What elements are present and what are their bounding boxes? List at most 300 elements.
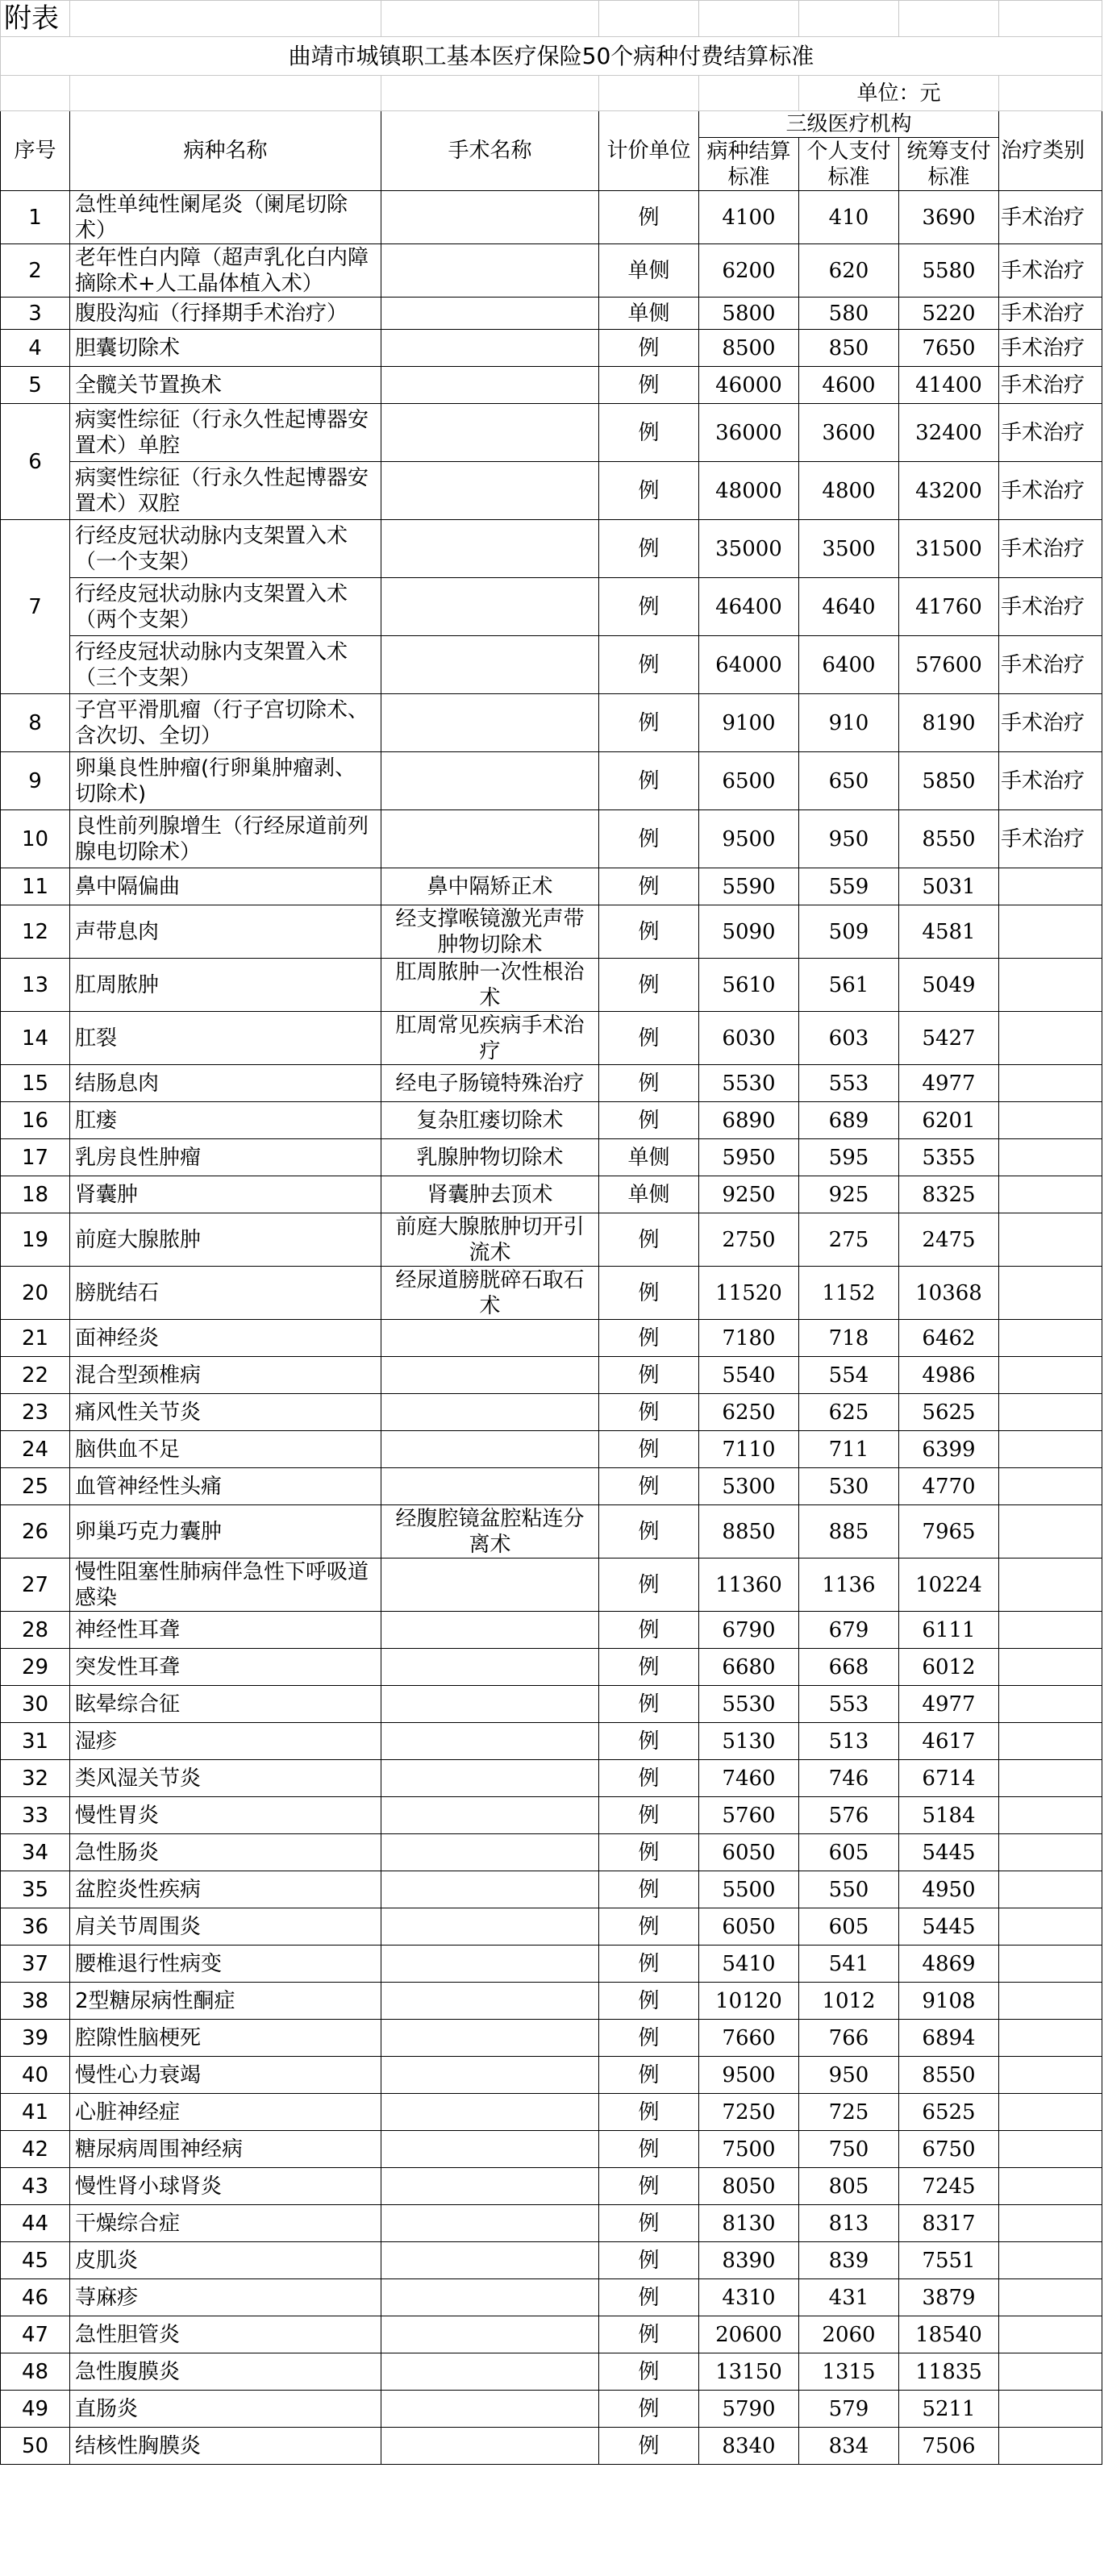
empty-cell	[599, 76, 699, 111]
table-row	[1, 1908, 1102, 1946]
cell-surgery	[381, 298, 599, 330]
cell-unit: 例	[599, 2428, 699, 2465]
cell-no: 35	[1, 1871, 70, 1908]
cell-std: 6050	[699, 1834, 799, 1871]
cell-disease: 卵巢良性肿瘤(行卵巢肿瘤剥、切除术)	[70, 752, 381, 810]
empty-cell	[999, 1, 1102, 37]
cell-personal: 275	[799, 1213, 899, 1267]
table-row	[1, 578, 1102, 636]
cell-unit: 单侧	[599, 298, 699, 330]
cell-std: 35000	[699, 520, 799, 578]
unit-label: 单位：元	[799, 76, 999, 111]
cell-personal: 554	[799, 1357, 899, 1394]
cell-unit: 例	[599, 330, 699, 367]
cell-personal: 431	[799, 2279, 899, 2316]
table-row	[1, 1983, 1102, 2020]
table-row	[1, 810, 1102, 868]
cell-surgery: 鼻中隔矫正术	[381, 868, 599, 905]
cell-fund: 6714	[899, 1760, 999, 1797]
table-row	[1, 404, 1102, 462]
table-row	[1, 1946, 1102, 1983]
cell-std: 9250	[699, 1176, 799, 1213]
cell-std: 5800	[699, 298, 799, 330]
cell-unit: 例	[599, 1012, 699, 1065]
cell-std: 7660	[699, 2020, 799, 2057]
cell-disease: 卵巢巧克力囊肿	[70, 1505, 381, 1559]
table-row	[1, 520, 1102, 578]
table-row	[1, 244, 1102, 298]
cell-type	[999, 1065, 1102, 1102]
cell-unit: 例	[599, 2205, 699, 2242]
cell-disease: 前庭大腺脓肿	[70, 1213, 381, 1267]
cell-disease: 腔隙性脑梗死	[70, 2020, 381, 2057]
cell-personal: 541	[799, 1946, 899, 1983]
cell-fund: 6462	[899, 1320, 999, 1357]
cell-std: 6500	[699, 752, 799, 810]
cell-unit: 例	[599, 2020, 699, 2057]
cell-unit: 例	[599, 2057, 699, 2094]
cell-personal: 513	[799, 1723, 899, 1760]
cell-no: 3	[1, 298, 70, 330]
cell-personal: 605	[799, 1908, 899, 1946]
cell-personal: 668	[799, 1649, 899, 1686]
table-row	[1, 2094, 1102, 2131]
cell-type	[999, 2316, 1102, 2353]
empty-cell	[899, 1, 999, 37]
cell-surgery: 经尿道膀胱碎石取石术	[381, 1267, 599, 1320]
cell-disease: 老年性白内障（超声乳化白内障摘除术+人工晶体植入术）	[70, 244, 381, 298]
cell-no: 12	[1, 905, 70, 959]
cell-std: 8390	[699, 2242, 799, 2279]
cell-personal: 410	[799, 191, 899, 244]
cell-type	[999, 1267, 1102, 1320]
cell-disease: 湿疹	[70, 1723, 381, 1760]
cell-disease: 混合型颈椎病	[70, 1357, 381, 1394]
cell-type	[999, 1834, 1102, 1871]
cell-disease: 脑供血不足	[70, 1431, 381, 1468]
cell-personal: 2060	[799, 2316, 899, 2353]
cell-std: 6790	[699, 1612, 799, 1649]
cell-no: 17	[1, 1139, 70, 1176]
cell-no: 20	[1, 1267, 70, 1320]
cell-disease: 肛周脓肿	[70, 959, 381, 1012]
cell-no: 4	[1, 330, 70, 367]
cell-std: 5530	[699, 1065, 799, 1102]
table-row	[1, 1320, 1102, 1357]
cell-disease: 肾囊肿	[70, 1176, 381, 1213]
cell-no: 8	[1, 694, 70, 752]
caption-row	[1, 1, 1102, 37]
cell-fund: 5850	[899, 752, 999, 810]
cell-no: 45	[1, 2242, 70, 2279]
cell-fund: 7551	[899, 2242, 999, 2279]
table-row	[1, 1394, 1102, 1431]
cell-type	[999, 2057, 1102, 2094]
cell-no: 9	[1, 752, 70, 810]
table-row	[1, 1834, 1102, 1871]
cell-unit: 例	[599, 2279, 699, 2316]
cell-unit: 例	[599, 2131, 699, 2168]
table-row	[1, 1871, 1102, 1908]
cell-fund: 4950	[899, 1871, 999, 1908]
cell-personal: 1012	[799, 1983, 899, 2020]
table-row	[1, 367, 1102, 404]
cell-no: 46	[1, 2279, 70, 2316]
table-row	[1, 1102, 1102, 1139]
cell-std: 5760	[699, 1797, 799, 1834]
cell-type	[999, 1176, 1102, 1213]
cell-no: 50	[1, 2428, 70, 2465]
cell-std: 20600	[699, 2316, 799, 2353]
cell-unit: 例	[599, 694, 699, 752]
cell-surgery	[381, 2205, 599, 2242]
cell-fund: 6201	[899, 1102, 999, 1139]
cell-type	[999, 2391, 1102, 2428]
table-row	[1, 2131, 1102, 2168]
cell-no: 27	[1, 1559, 70, 1612]
cell-personal: 1315	[799, 2353, 899, 2391]
cell-type	[999, 868, 1102, 905]
cell-fund: 7650	[899, 330, 999, 367]
cell-disease: 突发性耳聋	[70, 1649, 381, 1686]
cell-unit: 例	[599, 2094, 699, 2131]
cell-fund: 4977	[899, 1686, 999, 1723]
cell-disease: 神经性耳聋	[70, 1612, 381, 1649]
table-row	[1, 1612, 1102, 1649]
cell-unit: 例	[599, 1267, 699, 1320]
cell-no: 7	[1, 520, 70, 694]
cell-no: 10	[1, 810, 70, 868]
cell-unit: 例	[599, 1946, 699, 1983]
cell-fund: 6750	[899, 2131, 999, 2168]
cell-fund: 7965	[899, 1505, 999, 1559]
cell-type: 手术治疗	[999, 191, 1102, 244]
cell-personal: 4800	[799, 462, 899, 520]
cell-std: 46400	[699, 578, 799, 636]
cell-fund: 43200	[899, 462, 999, 520]
empty-cell	[599, 1, 699, 37]
cell-disease: 肛瘘	[70, 1102, 381, 1139]
cell-type	[999, 1139, 1102, 1176]
cell-unit: 例	[599, 1357, 699, 1394]
cell-surgery	[381, 2279, 599, 2316]
cell-surgery	[381, 520, 599, 578]
cell-personal: 625	[799, 1394, 899, 1431]
cell-personal: 579	[799, 2391, 899, 2428]
cell-type	[999, 2242, 1102, 2279]
cell-surgery	[381, 578, 599, 636]
cell-type	[999, 1431, 1102, 1468]
cell-type	[999, 1505, 1102, 1559]
cell-std: 7180	[699, 1320, 799, 1357]
cell-unit: 例	[599, 2168, 699, 2205]
cell-unit: 例	[599, 1871, 699, 1908]
cell-std: 36000	[699, 404, 799, 462]
cell-type	[999, 1871, 1102, 1908]
cell-std: 64000	[699, 636, 799, 694]
cell-personal: 553	[799, 1065, 899, 1102]
cell-disease: 荨麻疹	[70, 2279, 381, 2316]
cell-type	[999, 2131, 1102, 2168]
cell-personal: 650	[799, 752, 899, 810]
table-row	[1, 1468, 1102, 1505]
cell-unit: 例	[599, 905, 699, 959]
cell-surgery	[381, 462, 599, 520]
cell-std: 13150	[699, 2353, 799, 2391]
cell-type	[999, 1213, 1102, 1267]
cell-fund: 57600	[899, 636, 999, 694]
cell-fund: 8550	[899, 2057, 999, 2094]
cell-personal: 850	[799, 330, 899, 367]
unit-row	[1, 76, 1102, 111]
cell-surgery	[381, 1797, 599, 1834]
cell-no: 19	[1, 1213, 70, 1267]
table-row	[1, 2279, 1102, 2316]
cell-unit: 例	[599, 752, 699, 810]
cell-fund: 5445	[899, 1834, 999, 1871]
cell-personal: 576	[799, 1797, 899, 1834]
cell-fund: 10224	[899, 1559, 999, 1612]
cell-std: 9100	[699, 694, 799, 752]
cell-surgery	[381, 1983, 599, 2020]
table-row	[1, 191, 1102, 244]
cell-type	[999, 1012, 1102, 1065]
cell-no: 25	[1, 1468, 70, 1505]
table-row	[1, 2353, 1102, 2391]
table-row	[1, 2020, 1102, 2057]
cell-personal: 561	[799, 959, 899, 1012]
cell-unit: 例	[599, 1468, 699, 1505]
cell-type	[999, 1946, 1102, 1983]
cell-personal: 689	[799, 1102, 899, 1139]
cell-std: 48000	[699, 462, 799, 520]
cell-personal: 4640	[799, 578, 899, 636]
cell-fund: 5211	[899, 2391, 999, 2428]
cell-fund: 6012	[899, 1649, 999, 1686]
cell-unit: 单侧	[599, 244, 699, 298]
cell-surgery	[381, 1468, 599, 1505]
cell-disease: 糖尿病周围神经病	[70, 2131, 381, 2168]
cell-disease: 慢性肾小球肾炎	[70, 2168, 381, 2205]
cell-no: 1	[1, 191, 70, 244]
cell-fund: 6399	[899, 1431, 999, 1468]
cell-type	[999, 2020, 1102, 2057]
cell-surgery	[381, 1723, 599, 1760]
cell-surgery	[381, 1357, 599, 1394]
cell-no: 18	[1, 1176, 70, 1213]
cell-no: 29	[1, 1649, 70, 1686]
cell-type: 手术治疗	[999, 636, 1102, 694]
cell-type: 手术治疗	[999, 367, 1102, 404]
cell-personal: 839	[799, 2242, 899, 2279]
cell-disease: 急性单纯性阑尾炎（阑尾切除术）	[70, 191, 381, 244]
cell-std: 6890	[699, 1102, 799, 1139]
cell-fund: 2475	[899, 1213, 999, 1267]
cell-surgery	[381, 1559, 599, 1612]
cell-fund: 4869	[899, 1946, 999, 1983]
cell-type: 手术治疗	[999, 520, 1102, 578]
cell-type	[999, 2205, 1102, 2242]
cell-surgery: 经支撑喉镜激光声带肿物切除术	[381, 905, 599, 959]
cell-std: 8050	[699, 2168, 799, 2205]
cell-surgery	[381, 1871, 599, 1908]
cell-fund: 10368	[899, 1267, 999, 1320]
table-row	[1, 1760, 1102, 1797]
cell-no: 32	[1, 1760, 70, 1797]
cell-disease: 盆腔炎性疾病	[70, 1871, 381, 1908]
cell-surgery	[381, 2057, 599, 2094]
cell-std: 11360	[699, 1559, 799, 1612]
cell-fund: 5220	[899, 298, 999, 330]
cell-disease: 肛裂	[70, 1012, 381, 1065]
cell-disease: 结肠息肉	[70, 1065, 381, 1102]
cell-surgery	[381, 2316, 599, 2353]
table-title: 曲靖市城镇职工基本医疗保险50个病种付费结算标准	[1, 37, 1102, 76]
cell-personal: 6400	[799, 636, 899, 694]
table-row	[1, 1559, 1102, 1612]
cell-personal: 605	[799, 1834, 899, 1871]
cell-personal: 679	[799, 1612, 899, 1649]
table-row	[1, 2242, 1102, 2279]
cell-unit: 例	[599, 1797, 699, 1834]
caption: 附表	[1, 1, 70, 37]
cell-personal: 550	[799, 1871, 899, 1908]
cell-type	[999, 905, 1102, 959]
cell-no: 16	[1, 1102, 70, 1139]
cell-disease: 结核性胸膜炎	[70, 2428, 381, 2465]
cell-personal: 509	[799, 905, 899, 959]
cell-unit: 例	[599, 191, 699, 244]
cell-std: 7460	[699, 1760, 799, 1797]
cell-no: 14	[1, 1012, 70, 1065]
table-row	[1, 1357, 1102, 1394]
cell-no: 30	[1, 1686, 70, 1723]
cell-surgery	[381, 1612, 599, 1649]
cell-surgery	[381, 752, 599, 810]
table-row	[1, 298, 1102, 330]
cell-unit: 例	[599, 1686, 699, 1723]
cell-unit: 例	[599, 868, 699, 905]
cell-type	[999, 1320, 1102, 1357]
cell-surgery	[381, 1649, 599, 1686]
cell-std: 5530	[699, 1686, 799, 1723]
cell-disease: 2型糖尿病性酮症	[70, 1983, 381, 2020]
cell-unit: 例	[599, 1983, 699, 2020]
cell-type: 手术治疗	[999, 404, 1102, 462]
cell-unit: 例	[599, 578, 699, 636]
table-row	[1, 1213, 1102, 1267]
cell-std: 5540	[699, 1357, 799, 1394]
cell-unit: 例	[599, 1834, 699, 1871]
cell-std: 4100	[699, 191, 799, 244]
cell-std: 8500	[699, 330, 799, 367]
cell-type	[999, 2353, 1102, 2391]
cell-type: 手术治疗	[999, 462, 1102, 520]
empty-cell	[70, 76, 381, 111]
table-row	[1, 2205, 1102, 2242]
cell-personal: 925	[799, 1176, 899, 1213]
cell-unit: 例	[599, 2391, 699, 2428]
cell-no: 49	[1, 2391, 70, 2428]
header-std: 病种结算标准	[699, 138, 799, 191]
table-row	[1, 1797, 1102, 1834]
cell-unit: 例	[599, 1559, 699, 1612]
table-row	[1, 1267, 1102, 1320]
cell-surgery	[381, 636, 599, 694]
cell-disease: 腹股沟疝（行择期手术治疗）	[70, 298, 381, 330]
cell-no: 44	[1, 2205, 70, 2242]
cell-personal: 950	[799, 810, 899, 868]
cell-surgery: 乳腺肿物切除术	[381, 1139, 599, 1176]
cell-disease: 病窦性综征（行永久性起博器安置术）单腔	[70, 404, 381, 462]
cell-fund: 3690	[899, 191, 999, 244]
header-surgery: 手术名称	[381, 111, 599, 191]
cell-disease: 乳房良性肿瘤	[70, 1139, 381, 1176]
cell-std: 7110	[699, 1431, 799, 1468]
cell-unit: 例	[599, 1102, 699, 1139]
cell-fund: 4581	[899, 905, 999, 959]
header-disease: 病种名称	[70, 111, 381, 191]
cell-type: 手术治疗	[999, 752, 1102, 810]
cell-fund: 6111	[899, 1612, 999, 1649]
cell-surgery	[381, 810, 599, 868]
cell-type	[999, 2094, 1102, 2131]
cell-no: 26	[1, 1505, 70, 1559]
cell-type	[999, 2168, 1102, 2205]
cell-no: 47	[1, 2316, 70, 2353]
cell-std: 6200	[699, 244, 799, 298]
cell-type	[999, 1394, 1102, 1431]
cell-fund: 4977	[899, 1065, 999, 1102]
cell-no: 21	[1, 1320, 70, 1357]
cell-surgery: 复杂肛瘘切除术	[381, 1102, 599, 1139]
cell-personal: 950	[799, 2057, 899, 2094]
table-row	[1, 2391, 1102, 2428]
cell-personal: 813	[799, 2205, 899, 2242]
cell-no: 24	[1, 1431, 70, 1468]
cell-personal: 746	[799, 1760, 899, 1797]
cell-personal: 3500	[799, 520, 899, 578]
cell-std: 6680	[699, 1649, 799, 1686]
cell-surgery	[381, 2353, 599, 2391]
cell-personal: 553	[799, 1686, 899, 1723]
header-row-1	[1, 111, 1102, 138]
cell-surgery	[381, 367, 599, 404]
empty-cell	[70, 1, 381, 37]
cell-surgery	[381, 2242, 599, 2279]
cell-surgery	[381, 1834, 599, 1871]
cell-personal: 711	[799, 1431, 899, 1468]
cell-type	[999, 1559, 1102, 1612]
cell-unit: 单侧	[599, 1176, 699, 1213]
cell-fund: 11835	[899, 2353, 999, 2391]
cell-surgery	[381, 2020, 599, 2057]
cell-disease: 眩晕综合征	[70, 1686, 381, 1723]
cell-std: 5950	[699, 1139, 799, 1176]
table-row	[1, 1649, 1102, 1686]
cell-std: 5610	[699, 959, 799, 1012]
empty-cell	[381, 76, 599, 111]
cell-personal: 834	[799, 2428, 899, 2465]
cell-unit: 例	[599, 404, 699, 462]
cell-std: 6030	[699, 1012, 799, 1065]
header-no: 序号	[1, 111, 70, 191]
cell-fund: 7245	[899, 2168, 999, 2205]
cell-std: 8340	[699, 2428, 799, 2465]
cell-surgery	[381, 1431, 599, 1468]
cell-disease: 慢性胃炎	[70, 1797, 381, 1834]
cell-unit: 例	[599, 1908, 699, 1946]
